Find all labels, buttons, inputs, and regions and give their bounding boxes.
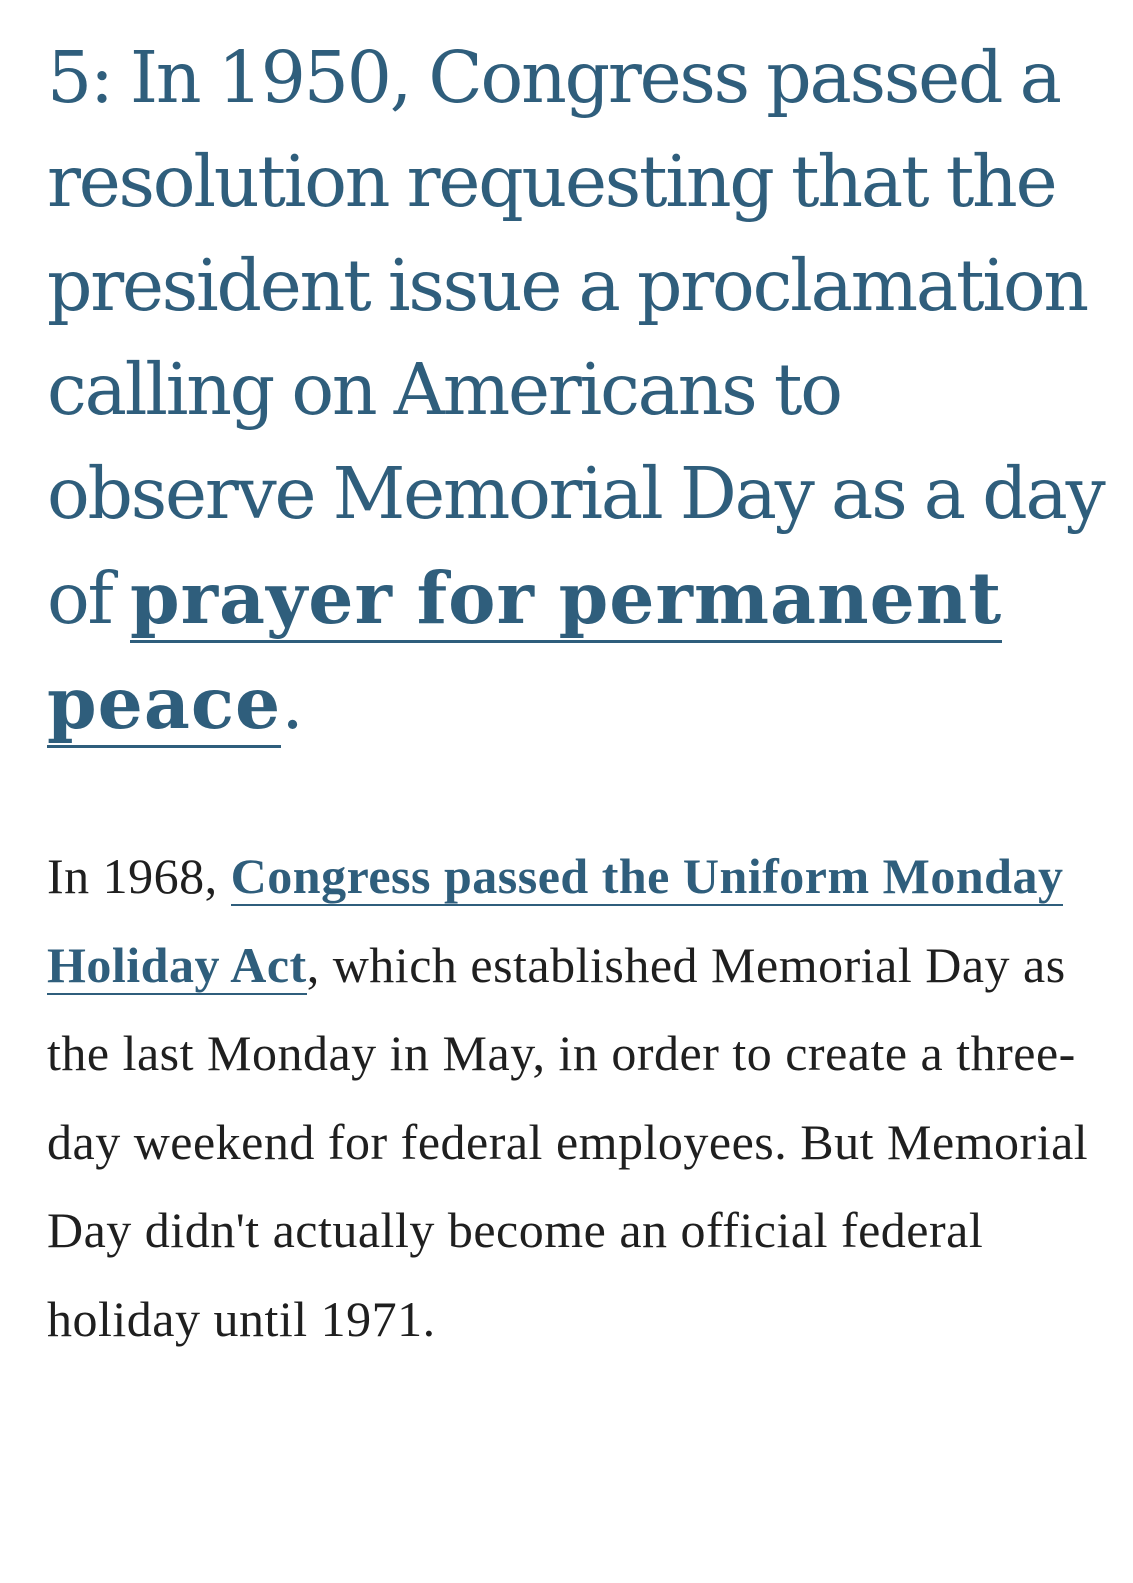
heading-text: 5: In 1950, Congress passed a resolution requesting that the president issue a proclamation calling on Americans to observe Memorial Day as a day of xyxy=(47,36,1104,640)
article-content xyxy=(47,0,1117,1363)
paragraph-body: , which established Memorial Day as the last Monday in May, in order to create a three-day weekend for federal employees. But Memorial Day didn't actually become an official federal holiday until 1971. xyxy=(47,936,1089,1347)
section-heading xyxy=(47,0,1117,756)
uniform-monday-holiday-act-link[interactable]: Congress passed the Uniform Monday Holiday Act xyxy=(47,848,1064,993)
body-paragraph xyxy=(47,832,1117,1363)
paragraph-intro: In 1968, xyxy=(47,848,231,904)
heading-period: . xyxy=(281,662,302,745)
prayer-for-permanent-peace-link[interactable]: prayer for permanent peace xyxy=(47,556,1002,748)
